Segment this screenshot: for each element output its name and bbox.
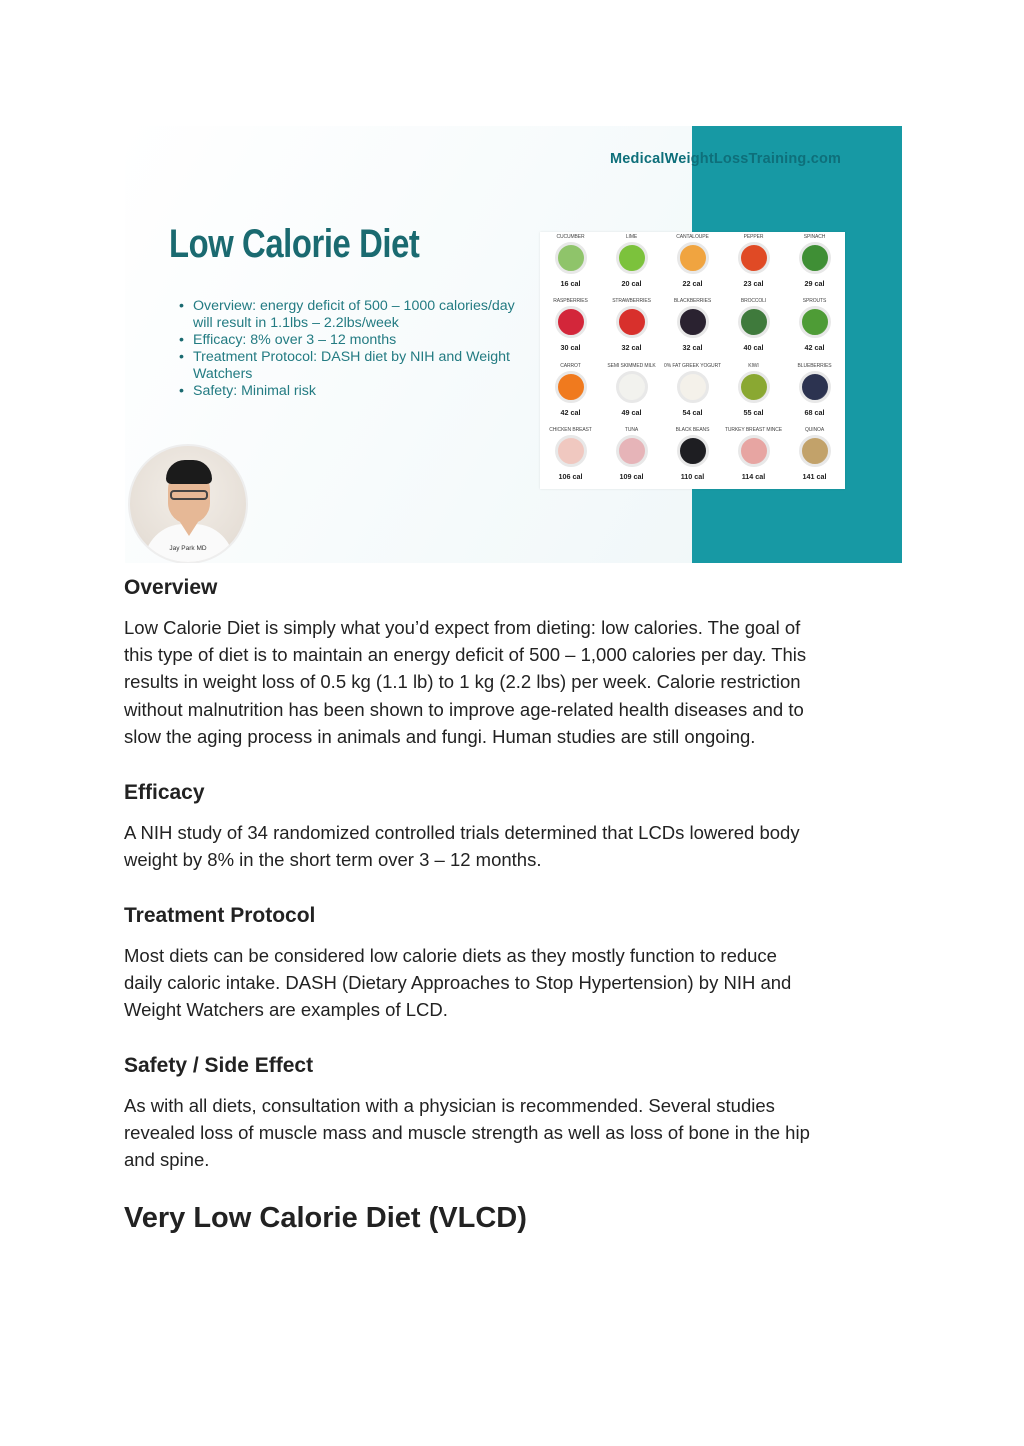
- food-tile: [601, 425, 662, 489]
- food-tile: [540, 232, 601, 296]
- food-bowl-icon: [555, 306, 587, 338]
- food-tile: [784, 361, 845, 425]
- slide-bullet: • Safety: Minimal risk: [193, 383, 533, 400]
- safety-heading: Safety / Side Effect: [124, 1054, 314, 1077]
- food-tile: [662, 425, 723, 489]
- food-bowl-icon: [555, 242, 587, 274]
- food-calories: 22 cal: [682, 279, 703, 288]
- food-name: SPROUTS: [802, 298, 827, 305]
- slide-title: Low Calorie Diet: [169, 222, 420, 266]
- food-name: CARROT: [560, 362, 581, 369]
- food-calories: 32 cal: [682, 343, 703, 353]
- slide-bullet: • Overview: energy deficit of 500 – 1000 calories/day will result in 1.1lbs – 2.2lbs/week: [193, 298, 533, 332]
- food-calories: 23 cal: [743, 279, 764, 288]
- food-calories: 29 cal: [804, 279, 825, 288]
- food-name: CUCUMBER: [556, 234, 585, 240]
- food-tile: [540, 361, 601, 425]
- food-tile: [723, 232, 784, 296]
- food-name: SPINACH: [803, 234, 826, 240]
- treatment-protocol-heading: Treatment Protocol: [124, 904, 316, 927]
- food-bowl-icon: [738, 435, 770, 467]
- food-calories: 20 cal: [621, 279, 642, 288]
- slide-bullet: • Treatment Protocol: DASH diet by NIH and Weight Watchers: [193, 349, 533, 383]
- food-bowl-icon: [738, 306, 770, 338]
- food-calories: 42 cal: [804, 343, 825, 353]
- food-bowl-icon: [677, 242, 709, 274]
- food-name: BLACKBERRIES: [673, 298, 712, 305]
- food-name: LIME: [625, 234, 638, 240]
- food-bowl-icon: [555, 435, 587, 467]
- food-name: TURKEY BREAST MINCE: [724, 426, 783, 433]
- food-name: STRAWBERRIES: [612, 298, 651, 305]
- food-calories: 49 cal: [621, 407, 642, 417]
- author-portrait: [128, 444, 248, 563]
- food-calories: 54 cal: [682, 407, 703, 417]
- food-tile: [784, 425, 845, 489]
- food-bowl-icon: [555, 371, 587, 403]
- overview-paragraph: Low Calorie Diet is simply what you’d expect from dieting: low calories. The goal of this type of diet is to maintain an energy deficit of 500 – 1,000 calories per day. This results in weight loss of 0.5 kg (1.1 lb) to 1 kg (2.2 lbs) per week. Calorie restriction without malnutrition has been shown to improve age-related health diseases and to slow the aging process in animals and fungi. Human studies are still ongoing.: [124, 617, 807, 747]
- food-tile: [662, 361, 723, 425]
- slide-bullet: • Efficacy: 8% over 3 – 12 months: [193, 332, 533, 349]
- food-name: QUINOA: [804, 426, 825, 433]
- food-calories: 40 cal: [743, 343, 764, 353]
- food-name: BLUEBERRIES: [797, 362, 832, 369]
- food-calories: 141 cal: [802, 471, 827, 481]
- food-calories: 42 cal: [560, 407, 581, 417]
- food-tile: [784, 296, 845, 360]
- efficacy-heading: Efficacy: [124, 781, 205, 804]
- food-calories: 32 cal: [621, 343, 642, 353]
- food-tile: [662, 296, 723, 360]
- author-name: Jay Park MD: [169, 545, 207, 552]
- food-calories: 55 cal: [743, 407, 764, 417]
- food-name: CANTALOUPE: [676, 234, 709, 240]
- food-calories: 106 cal: [558, 471, 583, 481]
- overview-heading: Overview: [124, 576, 218, 599]
- food-name: KIWI: [748, 362, 759, 369]
- food-tile: [601, 296, 662, 360]
- food-name: 0% FAT GREEK YOGURT: [664, 362, 721, 369]
- food-bowl-icon: [799, 306, 831, 338]
- food-name: PEPPER: [743, 234, 764, 240]
- food-calories: 16 cal: [560, 279, 581, 288]
- food-calories: 114 cal: [741, 471, 766, 481]
- food-tile: [540, 425, 601, 489]
- treatment-protocol-paragraph: Most diets can be considered low calorie diets as they mostly function to reduce daily caloric intake. DASH (Dietary Approaches to Stop Hypertension) by NIH and Weight Watchers are examples of LCD.: [124, 945, 792, 1021]
- food-bowl-icon: [677, 371, 709, 403]
- slide-bullet-list: [177, 298, 533, 400]
- food-bowl-icon: [677, 306, 709, 338]
- food-bowl-icon: [799, 371, 831, 403]
- food-tile: [601, 361, 662, 425]
- food-tile: [723, 296, 784, 360]
- food-bowl-icon: [738, 371, 770, 403]
- brand-url: MedicalWeightLossTraining.com: [610, 151, 842, 167]
- food-calories: 68 cal: [804, 407, 825, 417]
- efficacy-paragraph: A NIH study of 34 randomized controlled trials determined that LCDs lowered body weight by 8% in the short term over 3 – 12 months.: [124, 822, 800, 871]
- food-bowl-icon: [616, 242, 648, 274]
- food-calorie-grid: [540, 232, 845, 489]
- food-calories: 30 cal: [560, 343, 581, 353]
- food-calories: 109 cal: [619, 471, 644, 481]
- food-bowl-icon: [677, 435, 709, 467]
- food-bowl-icon: [738, 242, 770, 274]
- food-tile: [662, 232, 723, 296]
- food-name: CHICKEN BREAST: [549, 426, 592, 433]
- food-bowl-icon: [616, 371, 648, 403]
- food-bowl-icon: [616, 306, 648, 338]
- food-bowl-icon: [616, 435, 648, 467]
- food-tile: [601, 232, 662, 296]
- food-bowl-icon: [799, 435, 831, 467]
- food-name: BROCCOLI: [740, 298, 767, 305]
- food-tile: [784, 232, 845, 296]
- food-name: SEMI SKIMMED MILK: [607, 362, 656, 369]
- vlcd-heading: Very Low Calorie Diet (VLCD): [124, 1202, 527, 1234]
- food-name: TUNA: [624, 426, 639, 433]
- hero-slide-image: [125, 126, 902, 563]
- safety-paragraph: As with all diets, consultation with a physician is recommended. Several studies revealed loss of muscle mass and muscle strength as well as loss of bone in the hip and spine.: [124, 1095, 810, 1171]
- food-tile: [540, 296, 601, 360]
- food-bowl-icon: [799, 242, 831, 274]
- food-calories: 110 cal: [680, 471, 705, 481]
- food-name: BLACK BEANS: [675, 426, 710, 433]
- food-tile: [723, 425, 784, 489]
- food-name: RASPBERRIES: [553, 298, 588, 305]
- food-tile: [723, 361, 784, 425]
